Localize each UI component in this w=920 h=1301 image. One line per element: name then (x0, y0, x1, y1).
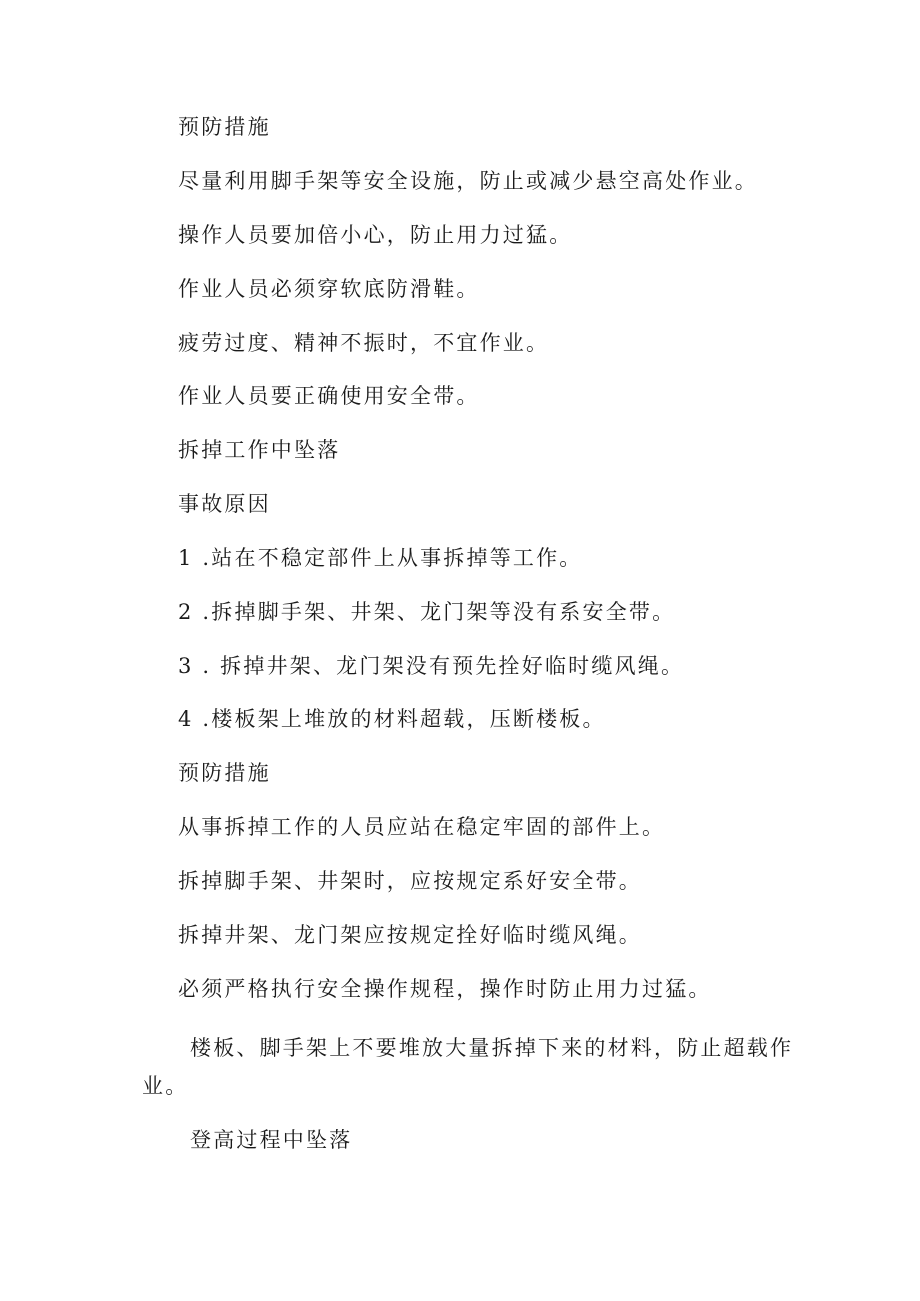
text-line: 疲劳过度、精神不振时，不宜作业。 (178, 331, 550, 355)
list-item: 3 . 拆掉井架、龙门架没有预先拴好临时缆风绳。 (178, 654, 685, 678)
list-item: 2 .拆掉脚手架、井架、龙门架等没有系安全带。 (178, 600, 676, 624)
text-line: 尽量利用脚手架等安全设施，防止或减少悬空高处作业。 (178, 169, 758, 193)
text-line: 作业人员必须穿软底防滑鞋。 (178, 277, 480, 301)
text-line: 从事拆掉工作的人员应站在稳定牢固的部件上。 (178, 815, 666, 839)
heading-climbing-fall: 登高过程中坠落 (190, 1128, 353, 1152)
list-item: 1 .站在不稳定部件上从事拆掉等工作。 (178, 546, 583, 570)
heading-prevention-measures: 预防措施 (178, 115, 271, 139)
text-line: 拆掉脚手架、井架时，应按规定系好安全带。 (178, 869, 642, 893)
heading-accident-causes: 事故原因 (178, 492, 271, 516)
heading-dismantling-fall: 拆掉工作中坠落 (178, 438, 341, 462)
list-item: 4 .楼板架上堆放的材料超载，压断楼板。 (178, 707, 606, 731)
heading-prevention-measures: 预防措施 (178, 761, 271, 785)
paragraph-line: 楼板、脚手架上不要堆放大量拆掉下来的材料，防止超载作 (190, 1036, 794, 1060)
text-line: 拆掉井架、龙门架应按规定拴好临时缆风绳。 (178, 923, 642, 947)
text-line: 操作人员要加倍小心，防止用力过猛。 (178, 223, 573, 247)
paragraph-line: 业。 (142, 1074, 189, 1098)
text-line: 作业人员要正确使用安全带。 (178, 384, 480, 408)
paragraph (142, 1034, 792, 1100)
text-line: 必须严格执行安全操作规程，操作时防止用力过猛。 (178, 977, 712, 1001)
